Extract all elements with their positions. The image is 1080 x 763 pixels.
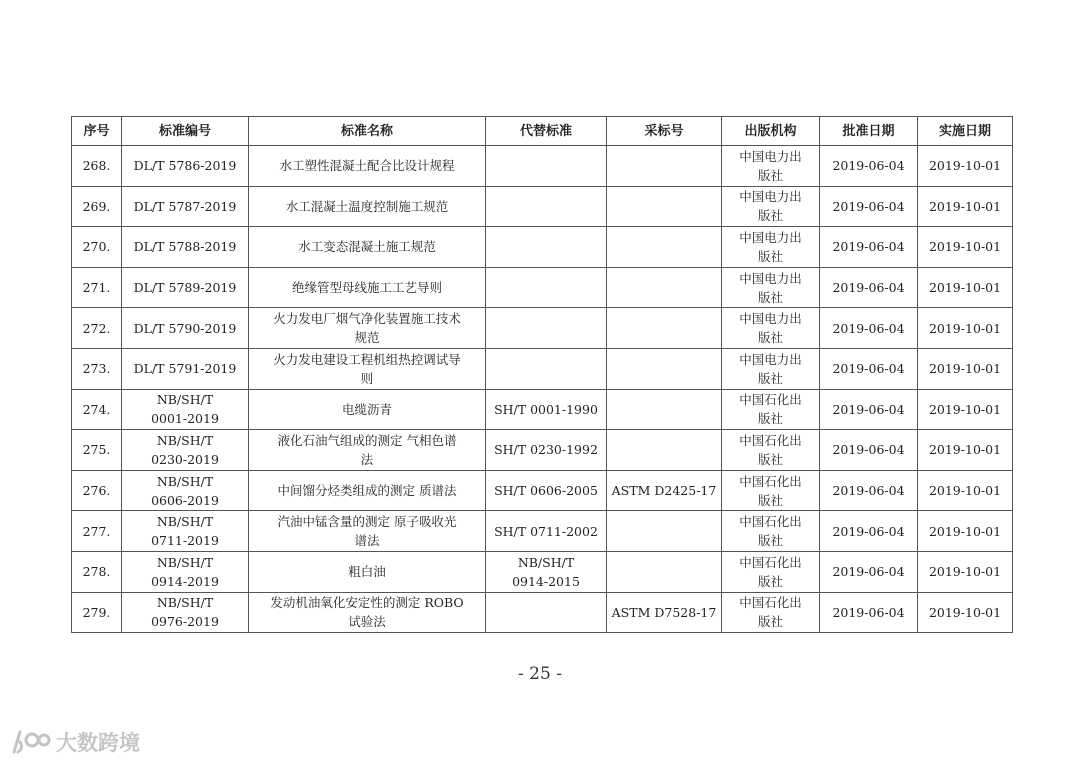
cell-std-code: NB/SH/T 0606-2019 xyxy=(122,470,249,511)
cell-effective-date: 2019-10-01 xyxy=(918,551,1013,592)
cell-publisher: 中国电力出 版社 xyxy=(722,267,820,308)
cell-adopted xyxy=(607,430,722,471)
cell-publisher: 中国石化出 版社 xyxy=(722,430,820,471)
cell-std-name: 中间馏分烃类组成的测定 质谱法 xyxy=(249,470,486,511)
table-row xyxy=(72,430,1013,471)
cell-seq: 268. xyxy=(72,146,122,187)
cell-publisher: 中国电力出 版社 xyxy=(722,146,820,187)
cell-seq: 274. xyxy=(72,389,122,430)
table-row xyxy=(72,389,1013,430)
table-row xyxy=(72,551,1013,592)
cell-publisher: 中国石化出 版社 xyxy=(722,511,820,552)
cell-publisher: 中国电力出 版社 xyxy=(722,227,820,268)
header-std-code: 标准编号 xyxy=(122,117,249,146)
page-number: - 25 - xyxy=(518,664,562,684)
cell-seq: 271. xyxy=(72,267,122,308)
cell-approved-date: 2019-06-04 xyxy=(820,348,918,389)
cell-approved-date: 2019-06-04 xyxy=(820,470,918,511)
cell-std-code: NB/SH/T 0230-2019 xyxy=(122,430,249,471)
table-row xyxy=(72,348,1013,389)
cell-std-code: DL/T 5791-2019 xyxy=(122,348,249,389)
cell-std-code: DL/T 5790-2019 xyxy=(122,308,249,349)
cell-replaces: SH/T 0606-2005 xyxy=(486,470,607,511)
cell-adopted xyxy=(607,267,722,308)
cell-replaces xyxy=(486,227,607,268)
cell-seq: 277. xyxy=(72,511,122,552)
table-header-row xyxy=(72,117,1013,146)
cell-seq: 275. xyxy=(72,430,122,471)
cell-approved-date: 2019-06-04 xyxy=(820,267,918,308)
table-row xyxy=(72,267,1013,308)
cell-std-code: NB/SH/T 0001-2019 xyxy=(122,389,249,430)
header-adopted: 采标号 xyxy=(607,117,722,146)
cell-std-name: 电缆沥青 xyxy=(249,389,486,430)
cell-std-code: NB/SH/T 0711-2019 xyxy=(122,511,249,552)
cell-publisher: 中国石化出 版社 xyxy=(722,389,820,430)
cell-effective-date: 2019-10-01 xyxy=(918,511,1013,552)
cell-std-name: 发动机油氧化安定性的测定 ROBO 试验法 xyxy=(249,592,486,633)
cell-publisher: 中国石化出 版社 xyxy=(722,592,820,633)
cell-publisher: 中国电力出 版社 xyxy=(722,348,820,389)
cell-approved-date: 2019-06-04 xyxy=(820,308,918,349)
cell-effective-date: 2019-10-01 xyxy=(918,146,1013,187)
cell-std-name: 粗白油 xyxy=(249,551,486,592)
cell-effective-date: 2019-10-01 xyxy=(918,430,1013,471)
cell-approved-date: 2019-06-04 xyxy=(820,551,918,592)
cell-replaces xyxy=(486,267,607,308)
cell-effective-date: 2019-10-01 xyxy=(918,267,1013,308)
table-row xyxy=(72,592,1013,633)
cell-approved-date: 2019-06-04 xyxy=(820,146,918,187)
cell-adopted xyxy=(607,186,722,227)
cell-publisher: 中国石化出 版社 xyxy=(722,551,820,592)
cell-adopted xyxy=(607,146,722,187)
header-std-name: 标准名称 xyxy=(249,117,486,146)
cell-effective-date: 2019-10-01 xyxy=(918,227,1013,268)
table-row xyxy=(72,227,1013,268)
cell-adopted xyxy=(607,511,722,552)
watermark-text: 大数跨境 xyxy=(56,731,140,755)
cell-std-name: 汽油中锰含量的测定 原子吸收光 谱法 xyxy=(249,511,486,552)
cell-approved-date: 2019-06-04 xyxy=(820,186,918,227)
header-approved-date: 批准日期 xyxy=(820,117,918,146)
cell-seq: 272. xyxy=(72,308,122,349)
standards-table xyxy=(71,116,1013,633)
cell-seq: 269. xyxy=(72,186,122,227)
cell-publisher: 中国石化出 版社 xyxy=(722,470,820,511)
cell-seq: 273. xyxy=(72,348,122,389)
cell-replaces xyxy=(486,186,607,227)
cell-replaces: SH/T 0711-2002 xyxy=(486,511,607,552)
cell-approved-date: 2019-06-04 xyxy=(820,227,918,268)
watermark xyxy=(8,726,140,758)
cell-std-name: 液化石油气组成的测定 气相色谱 法 xyxy=(249,430,486,471)
cell-approved-date: 2019-06-04 xyxy=(820,430,918,471)
cell-adopted xyxy=(607,227,722,268)
cell-replaces: NB/SH/T 0914-2015 xyxy=(486,551,607,592)
cell-adopted: ASTM D2425-17 xyxy=(607,470,722,511)
cell-adopted xyxy=(607,348,722,389)
cell-std-code: DL/T 5788-2019 xyxy=(122,227,249,268)
cell-replaces xyxy=(486,308,607,349)
cell-std-code: NB/SH/T 0976-2019 xyxy=(122,592,249,633)
cell-replaces xyxy=(486,592,607,633)
cell-seq: 279. xyxy=(72,592,122,633)
cell-std-name: 火力发电厂烟气净化装置施工技术 规范 xyxy=(249,308,486,349)
table-row xyxy=(72,186,1013,227)
cell-seq: 276. xyxy=(72,470,122,511)
header-publisher: 出版机构 xyxy=(722,117,820,146)
cell-replaces: SH/T 0230-1992 xyxy=(486,430,607,471)
cell-effective-date: 2019-10-01 xyxy=(918,592,1013,633)
cell-std-name: 绝缘管型母线施工工艺导则 xyxy=(249,267,486,308)
cell-approved-date: 2019-06-04 xyxy=(820,511,918,552)
cell-adopted xyxy=(607,389,722,430)
cell-adopted: ASTM D7528-17 xyxy=(607,592,722,633)
cell-std-code: NB/SH/T 0914-2019 xyxy=(122,551,249,592)
cell-std-name: 火力发电建设工程机组热控调试导 则 xyxy=(249,348,486,389)
cell-std-name: 水工塑性混凝土配合比设计规程 xyxy=(249,146,486,187)
watermark-logo-icon xyxy=(8,728,52,756)
cell-replaces xyxy=(486,348,607,389)
cell-std-name: 水工混凝土温度控制施工规范 xyxy=(249,186,486,227)
cell-effective-date: 2019-10-01 xyxy=(918,348,1013,389)
cell-seq: 270. xyxy=(72,227,122,268)
cell-approved-date: 2019-06-04 xyxy=(820,592,918,633)
table-row xyxy=(72,511,1013,552)
cell-effective-date: 2019-10-01 xyxy=(918,470,1013,511)
header-effective-date: 实施日期 xyxy=(918,117,1013,146)
cell-std-name: 水工变态混凝土施工规范 xyxy=(249,227,486,268)
cell-replaces: SH/T 0001-1990 xyxy=(486,389,607,430)
cell-replaces xyxy=(486,146,607,187)
cell-adopted xyxy=(607,551,722,592)
cell-effective-date: 2019-10-01 xyxy=(918,186,1013,227)
cell-adopted xyxy=(607,308,722,349)
cell-publisher: 中国电力出 版社 xyxy=(722,308,820,349)
table-row xyxy=(72,146,1013,187)
table-row xyxy=(72,308,1013,349)
table-row xyxy=(72,470,1013,511)
cell-std-code: DL/T 5786-2019 xyxy=(122,146,249,187)
header-replaces: 代替标准 xyxy=(486,117,607,146)
cell-seq: 278. xyxy=(72,551,122,592)
cell-std-code: DL/T 5787-2019 xyxy=(122,186,249,227)
header-seq: 序号 xyxy=(72,117,122,146)
cell-std-code: DL/T 5789-2019 xyxy=(122,267,249,308)
cell-publisher: 中国电力出 版社 xyxy=(722,186,820,227)
cell-effective-date: 2019-10-01 xyxy=(918,389,1013,430)
cell-effective-date: 2019-10-01 xyxy=(918,308,1013,349)
cell-approved-date: 2019-06-04 xyxy=(820,389,918,430)
